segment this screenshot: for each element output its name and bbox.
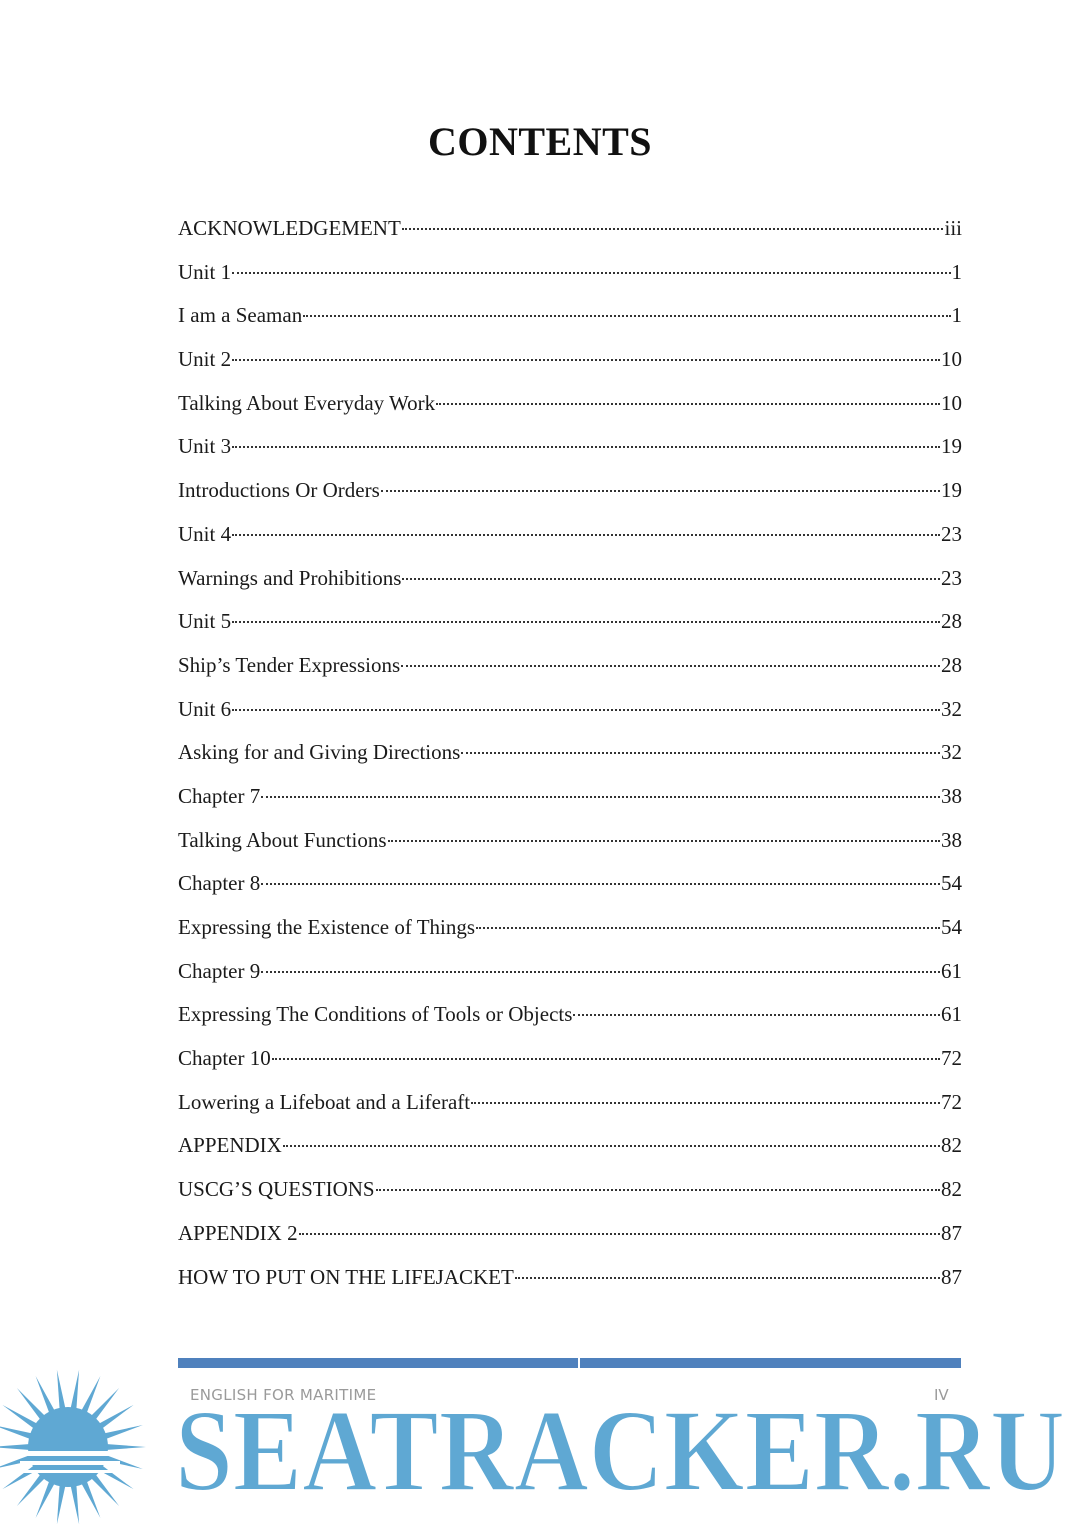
toc-dot-leader	[232, 709, 940, 711]
toc-entry-label: Chapter 8	[178, 871, 261, 896]
toc-entry[interactable]	[178, 251, 962, 295]
toc-entry-page: 61	[941, 1002, 962, 1027]
toc-dot-leader	[381, 490, 940, 492]
toc-entry-label: Unit 1	[178, 259, 232, 284]
toc-entry[interactable]	[178, 1212, 962, 1256]
toc-entry-label: Lowering a Lifeboat and a Liferaft	[178, 1089, 471, 1114]
watermark-label: SEATRACKER.RU	[175, 1392, 1065, 1502]
toc-entry-label: Unit 5	[178, 609, 232, 634]
toc-entry[interactable]	[178, 950, 962, 994]
toc-dot-leader	[299, 1233, 940, 1235]
toc-dot-leader	[303, 315, 950, 317]
sun-ray	[36, 1376, 55, 1414]
toc-entry-page: 1	[951, 259, 962, 284]
toc-entry-page: 10	[941, 390, 962, 415]
toc-entry-page: 28	[941, 609, 962, 634]
toc-dot-leader	[388, 840, 940, 842]
toc-entry-page: 54	[941, 871, 962, 896]
toc-entry-label: Asking for and Giving Directions	[178, 740, 461, 765]
toc-entry-label: Chapter 7	[178, 783, 261, 808]
sun-ray	[57, 1370, 66, 1410]
toc-entry-label: I am a Seaman	[178, 303, 303, 328]
toc-dot-leader	[515, 1277, 940, 1279]
sun-ray	[104, 1425, 143, 1439]
toc-entry[interactable]	[178, 644, 962, 688]
sun-ray	[0, 1425, 32, 1439]
toc-entry-label: HOW TO PUT ON THE LIFEJACKET	[178, 1264, 514, 1289]
toc-entry-page: 87	[941, 1220, 962, 1245]
toc-entry[interactable]	[178, 469, 962, 513]
toc-entry-page: 82	[941, 1133, 962, 1158]
toc-dot-leader	[232, 446, 940, 448]
toc-dot-leader	[573, 1014, 940, 1016]
toc-entry-label: Chapter 10	[178, 1046, 271, 1071]
toc-entry-page: 1	[951, 303, 962, 328]
toc-entry[interactable]	[178, 1037, 962, 1081]
toc-dot-leader	[232, 359, 940, 361]
watermark-text	[170, 1392, 1070, 1502]
toc-dot-leader	[232, 534, 940, 536]
toc-dot-leader	[261, 796, 940, 798]
sun-logo-icon	[0, 1365, 170, 1525]
sun-ray	[70, 1484, 79, 1524]
toc-entry-label: Unit 6	[178, 696, 232, 721]
toc-entry[interactable]	[178, 862, 962, 906]
toc-entry-page: 32	[941, 696, 962, 721]
toc-entry[interactable]	[178, 1256, 962, 1300]
toc-entry[interactable]	[178, 338, 962, 382]
toc-entry[interactable]	[178, 425, 962, 469]
toc-entry[interactable]	[178, 993, 962, 1037]
toc-entry[interactable]	[178, 557, 962, 601]
toc-entry-label: Unit 4	[178, 521, 232, 546]
toc-dot-leader	[261, 971, 940, 973]
footer-page-number: IV	[934, 1386, 949, 1404]
toc-entry[interactable]	[178, 513, 962, 557]
toc-entry-page: 32	[941, 740, 962, 765]
toc-entry-label: Unit 3	[178, 434, 232, 459]
toc-entry[interactable]	[178, 775, 962, 819]
toc-entry-label: Introductions Or Orders	[178, 478, 380, 503]
toc-entry-label: Talking About Everyday Work	[178, 390, 436, 415]
toc-dot-leader	[272, 1058, 940, 1060]
toc-entry[interactable]	[178, 1124, 962, 1168]
page-title: CONTENTS	[427, 119, 653, 164]
toc-entry[interactable]	[178, 906, 962, 950]
toc-entry[interactable]	[178, 600, 962, 644]
toc-dot-leader	[471, 1102, 940, 1104]
toc-entry[interactable]	[178, 819, 962, 863]
toc-entry-label: APPENDIX	[178, 1133, 282, 1158]
sun-ray	[70, 1370, 79, 1410]
toc-entry[interactable]	[178, 1081, 962, 1125]
toc-entry-page: 72	[941, 1089, 962, 1114]
toc-dot-leader	[261, 883, 940, 885]
toc-dot-leader	[376, 1189, 940, 1191]
sun-ray	[57, 1484, 66, 1524]
toc-entry-label: APPENDIX 2	[178, 1220, 298, 1245]
toc-entry-page: 82	[941, 1177, 962, 1202]
toc-entry-page: 23	[941, 565, 962, 590]
toc-entry-page: 28	[941, 652, 962, 677]
toc-entry-page: 38	[941, 783, 962, 808]
toc-entry-label: Unit 2	[178, 347, 232, 372]
toc-dot-leader	[461, 752, 940, 754]
toc-entry-page: 54	[941, 915, 962, 939]
toc-entry-label: ACKNOWLEDGEMENT	[178, 216, 401, 240]
toc-dot-leader	[232, 621, 940, 623]
toc-entry-page: 23	[941, 521, 962, 546]
footer-rule	[178, 1358, 961, 1368]
toc-entry[interactable]	[178, 1168, 962, 1212]
sun-ray	[81, 1480, 100, 1518]
toc-dot-leader	[283, 1145, 940, 1147]
toc-entry-label: Expressing the Existence of Things	[178, 915, 476, 939]
toc-entry-page: 10	[941, 347, 962, 372]
table-of-contents	[178, 207, 962, 1299]
toc-entry-page: 38	[941, 827, 962, 852]
toc-entry[interactable]	[178, 382, 962, 426]
toc-entry[interactable]	[178, 688, 962, 732]
toc-entry-label: Expressing The Conditions of Tools or Objects	[178, 1002, 573, 1027]
toc-entry-page: iii	[944, 216, 962, 240]
toc-entry-page: 19	[941, 434, 962, 459]
toc-dot-leader	[476, 927, 940, 929]
toc-dot-leader	[436, 403, 940, 405]
toc-entry[interactable]	[178, 207, 962, 251]
toc-entry-page: 19	[941, 478, 962, 503]
toc-entry[interactable]	[178, 294, 962, 338]
toc-dot-leader	[401, 665, 940, 667]
toc-entry-label: Chapter 9	[178, 958, 261, 983]
sun-ray	[36, 1480, 55, 1518]
toc-entry[interactable]	[178, 731, 962, 775]
toc-dot-leader	[232, 272, 950, 274]
toc-dot-leader	[402, 578, 940, 580]
sun-ray	[0, 1444, 30, 1450]
toc-entry-label: Ship’s Tender Expressions	[178, 652, 401, 677]
toc-entry-label: USCG’S QUESTIONS	[178, 1177, 375, 1202]
sun-ray	[106, 1444, 146, 1450]
toc-dot-leader	[402, 228, 944, 230]
toc-entry-page: 87	[941, 1264, 962, 1289]
sun-ray	[81, 1376, 100, 1414]
toc-entry-page: 72	[941, 1046, 962, 1071]
toc-entry-label: Warnings and Prohibitions	[178, 565, 402, 590]
toc-entry-page: 61	[941, 958, 962, 983]
footer-book-title: ENGLISH FOR MARITIME	[190, 1386, 377, 1404]
toc-entry-label: Talking About Functions	[178, 827, 387, 852]
